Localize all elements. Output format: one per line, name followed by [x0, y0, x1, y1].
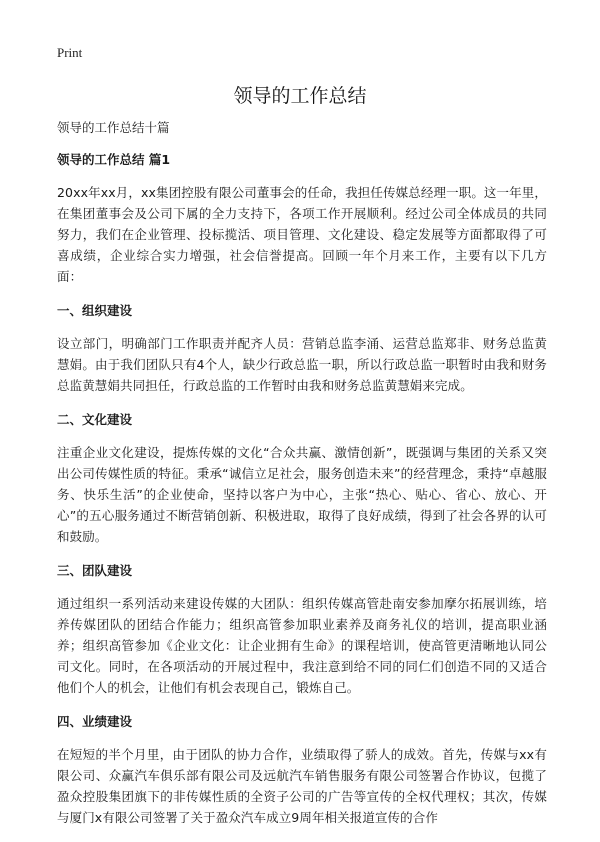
section-heading: 四、业绩建设 — [57, 714, 133, 729]
section-paragraph: 在短短的半个月里，由于团队的协力合作，业绩取得了骄人的成效。首先，传媒与xx有限公司、众赢汽车俱乐部有限公司及远航汽车销售服务有限公司签署合作协议，包揽了盈众控股集团旗下的非传媒性质的全资子公司的广告等宣传的全权代理权；其次，传媒与厦门x有限公司签署了关于盈众汽车成立9周年相关报道宣传的合作 — [57, 747, 547, 825]
document-subtitle: 领导的工作总结十篇 — [57, 120, 170, 135]
section-heading: 领导的工作总结 篇1 — [57, 152, 171, 167]
document-title: 领导的工作总结 — [233, 85, 367, 107]
document-body — [57, 118, 547, 842]
section-paragraph: 设立部门，明确部门工作职责并配齐人员：营销总监李涌、运营总监郑非、财务总监黄慧娟。由于我们团队只有4个人，缺少行政总监一职，所以行政总监一职暂时由我和财务总监黄慧娟共同担任，行政总监的工作暂时由我和财务总监黄慧娟来完成。 — [57, 336, 547, 393]
section-paragraph: 20xx年xx月，xx集团控股有限公司董事会的任命，我担任传媒总经理一职。这一年里，在集团董事会及公司下属的全力支持下，各项工作开展顺利。经过公司全体成员的共同努力，我们在企业管理、投标揽活、项目管理、文化建设、稳定发展等方面都取得了可喜成绩，企业综合实力增强，社会信誉提高。回顾一年个月来工作，主要有以下几方面： — [57, 185, 547, 284]
section-organization — [57, 301, 547, 396]
section-heading: 一、组织建设 — [57, 303, 133, 318]
section-heading: 二、文化建设 — [57, 412, 133, 427]
section-paragraph: 通过组织一系列活动来建设传媒的大团队：组织传媒高管赴南安参加摩尔拓展训练，培养传媒团队的团结合作能力；组织高管参加职业素养及商务礼仪的培训，提高职业涵养；组织高管参加《企业文化：让企业拥有生命》的课程培训，使高管更清晰地认同公司文化。同时，在各项活动的开展过程中，我注意到给不同的同仁们创造不同的又适合他们个人的机会，让他们有机会表现自己，锻炼自己。 — [57, 596, 547, 695]
section-1 — [57, 150, 547, 287]
section-team — [57, 561, 547, 698]
section-performance — [57, 712, 547, 828]
section-heading: 三、团队建设 — [57, 563, 133, 578]
section-culture — [57, 410, 547, 547]
print-link[interactable]: Print — [57, 45, 83, 60]
section-paragraph: 注重企业文化建设，提炼传媒的文化“合众共赢、激情创新”，既强调与集团的关系又突出公司传媒性质的特征。秉承“诚信立足社会，服务创造未来”的经营理念，秉持“卓越服务、快乐生活”的企业使命，坚持以客户为中心，主张“热心、贴心、省心、放心、开心”的五心服务通过不断营销创新、积极进取，取得了良好成绩，得到了社会各界的认可和鼓励。 — [57, 445, 547, 544]
